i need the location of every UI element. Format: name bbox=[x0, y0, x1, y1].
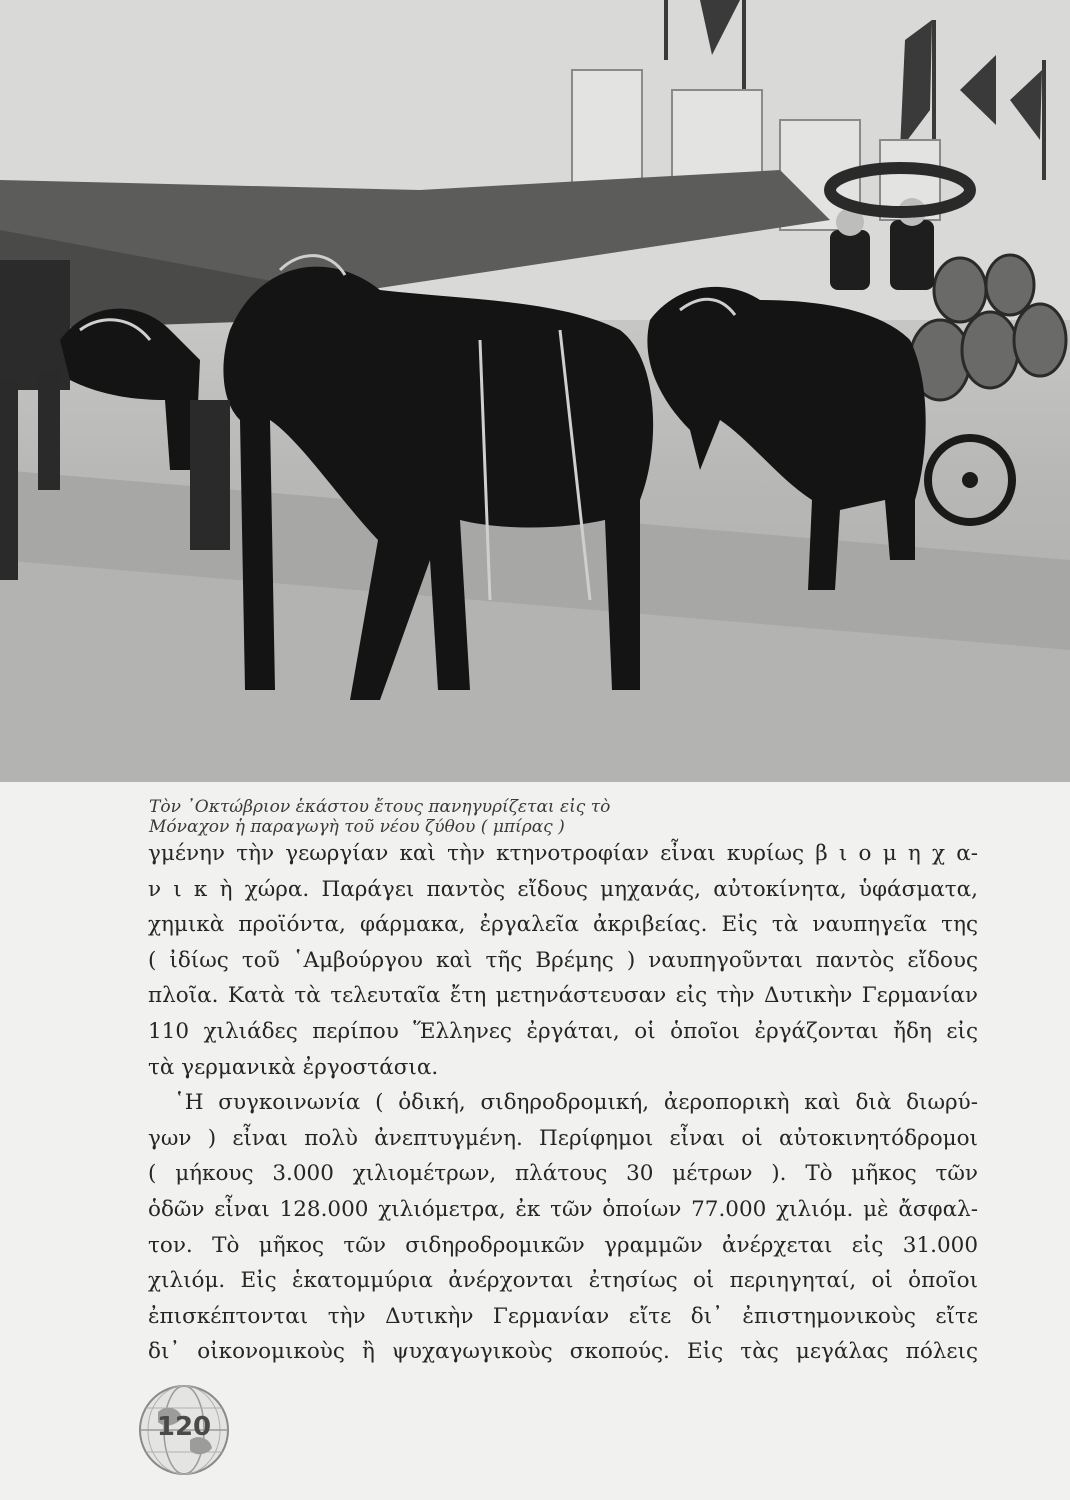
caption-line: Μόναχον ἡ παραγωγὴ τοῦ νέου ζύθου ( μπίρας ) bbox=[149, 817, 565, 837]
text-line: ( ἰδίως τοῦ ῾Αμβούργου καὶ τῆς Βρέμης ) ναυπηγοῦνται παντὸς εἴδους bbox=[148, 947, 978, 973]
text-line: δι᾿ οἰκονομικοὺς ἢ ψυχαγωγικοὺς σκοπούς. Εἰς τὰς μεγάλας πόλεις bbox=[148, 1339, 978, 1365]
text-line: 110 χιλιάδες περίπου Ἕλληνες ἐργάται, οἱ ὁποῖοι ἐργάζονται ἤδη εἰς bbox=[148, 1018, 978, 1044]
text-line: ἐπισκέπτονται τὴν Δυτικὴν Γερμανίαν εἴτε δι᾿ ἐπιστημονικοὺς εἴτε bbox=[148, 1303, 978, 1329]
text-line: ῾Η συγκοινωνία ( ὁδική, σιδηροδρομική, ἀεροπορικὴ καὶ διὰ διωρύ- bbox=[174, 1090, 978, 1116]
text-line: ν ι κ ὴ χώρα. Παράγει παντὸς εἴδους μηχανάς, αὐτοκίνητα, ὑφάσματα, bbox=[148, 876, 978, 902]
text-line: γων ) εἶναι πολὺ ἀνεπτυγμένη. Περίφημοι εἶναι οἱ αὐτοκινητόδρομοι bbox=[148, 1125, 978, 1151]
text-line: γμένην τὴν γεωργίαν καὶ τὴν κτηνοτροφίαν εἶναι κυρίως β ι ο μ η χ α- bbox=[148, 841, 978, 866]
page-number-badge bbox=[136, 1382, 232, 1478]
caption-line: Τὸν ᾿Οκτώβριον ἑκάστου ἔτους πανηγυρίζεται εἰς τὸ bbox=[149, 797, 611, 817]
body-text bbox=[148, 836, 978, 1370]
photo-caption bbox=[149, 797, 849, 837]
text-line: πλοῖα. Κατὰ τὰ τελευταῖα ἔτη μετηνάστευσαν εἰς τὴν Δυτικὴν Γερμανίαν bbox=[148, 983, 978, 1009]
text-line: τὰ γερμανικὰ ἐργοστάσια. bbox=[148, 1054, 439, 1080]
text-line: τον. Τὸ μῆκος τῶν σιδηροδρομικῶν γραμμῶν ἀνέρχεται εἰς 31.000 bbox=[148, 1232, 978, 1258]
text-line: χημικὰ προϊόντα, φάρμακα, ἐργαλεῖα ἀκριβείας. Εἰς τὰ ναυπηγεῖα της bbox=[148, 912, 978, 938]
page-number: 120 bbox=[156, 1412, 212, 1442]
text-line: χιλιόμ. Εἰς ἑκατομμύρια ἀνέρχονται ἐτησίως οἱ περιηγηταί, οἱ ὁποῖοι bbox=[148, 1268, 978, 1294]
text-line: ὁδῶν εἶναι 128.000 χιλιόμετρα, ἐκ τῶν ὁποίων 77.000 χιλιόμ. μὲ ἄσφαλ- bbox=[148, 1196, 978, 1222]
text-line: ( μήκους 3.000 χιλιομέτρων, πλάτους 30 μέτρων ). Τὸ μῆκος τῶν bbox=[148, 1161, 978, 1187]
